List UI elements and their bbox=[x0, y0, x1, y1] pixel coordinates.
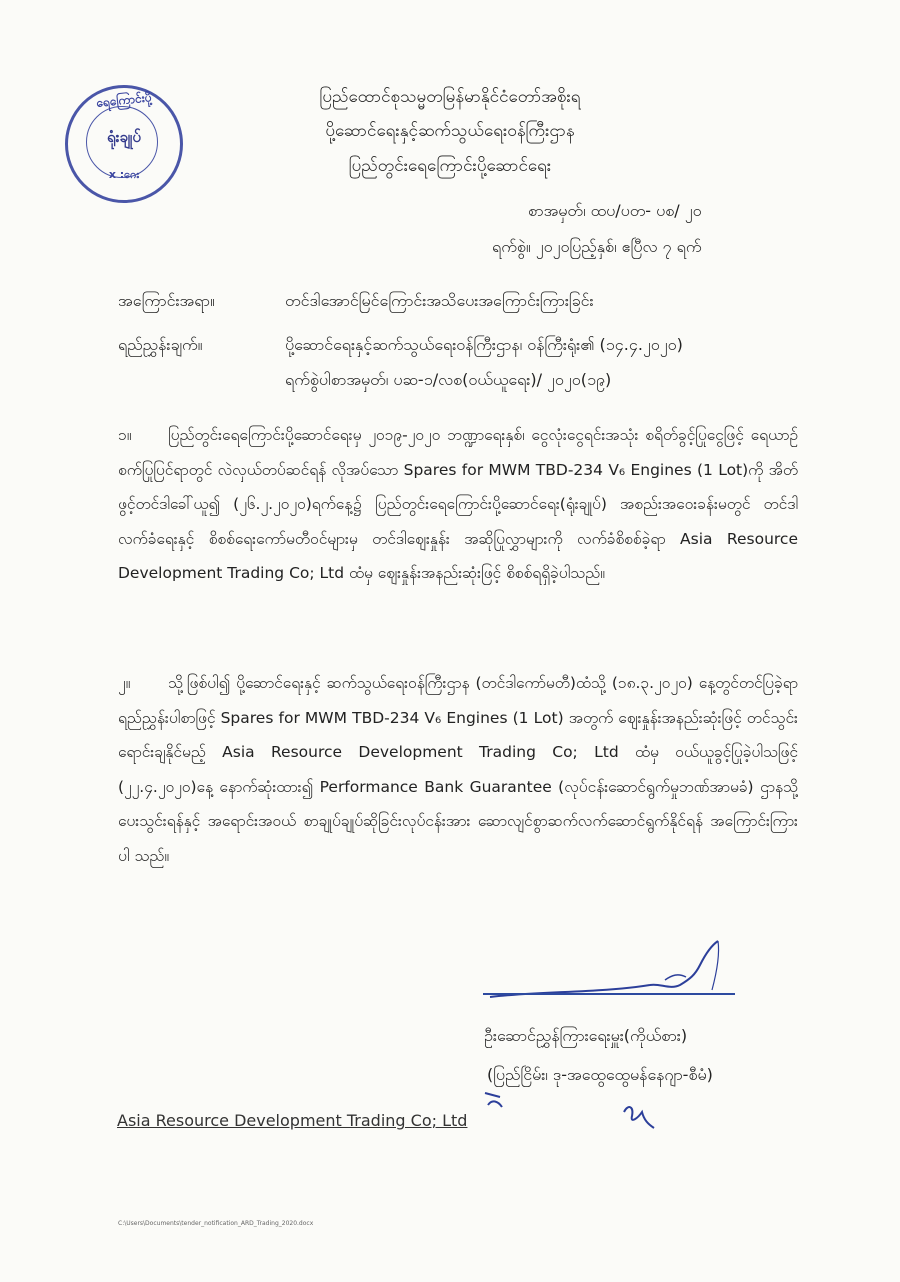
footer-file-path: C:\Users\Documents\tender_notification_ARD_Trading_2020.docx bbox=[118, 1220, 314, 1227]
paragraph-1-text: ပြည်တွင်းရေကြောင်းပို့ဆောင်ရေးမှ ၂၀၁၉-၂၀၂၀ ဘဏ္ဍာရေးနှစ်၊ ငွေလုံးငွေရင်းအသုံး စရိတ်ခွင့်ပြုငွေဖြင့် ရေယာဉ်စက်ပြုပြင်ရာတွင် လဲလှယ်တပ်ဆင်ရန် လိုအပ်သော Spares for MWM TBD-234 V₆ Engines (1 Lot)ကို အိတ်ဖွင့်တင်ဒါခေါ်ယူ၍ (၂၆.၂.၂၀၂၀)ရက်နေ့၌ ပြည်တွင်းရေကြောင်းပို့ဆောင်ရေး(ရုံးချုပ်) အစည်းအဝေးခန်းမတွင် တင်ဒါလက်ခံရေးနှင့် စိစစ်ရေးကော်မတီဝင်များမှ တင်ဒါဈေးနှုန်း အဆိုပြုလွှာများကို လက်ခံစိစစ်ခဲ့ရာ Asia Resource Development Trading Co; Ltd ထံမှ ဈေးနှုန်းအနည်းဆုံးဖြင့် စိစစ်ရရှိခဲ့ပါသည်။ bbox=[118, 426, 798, 582]
paragraph-2-text: သို့ဖြစ်ပါ၍ ပို့ဆောင်ရေးနှင့် ဆက်သွယ်ရေးဝန်ကြီးဌာန (တင်ဒါကော်မတီ)ထံသို့ (၁၈.၃.၂၀၂၀) နေ့တွင်တင်ပြခဲ့ရာရည်ညွှန်းပါစာဖြင့် Spares for MWM TBD-234 V₆ Engines (1 Lot) အတွက် ဈေးနှုန်းအနည်းဆုံးဖြင့် တင်သွင်းရောင်းချနိုင်မည့် Asia Resource Development Trading Co; Ltd ထံမှ ဝယ်ယူခွင့်ပြုခဲ့ပါသဖြင့် (၂၂.၄.၂၀၂၀)နေ့ နောက်ဆုံးထား၍ Performance Bank Guarantee (လုပ်ငန်းဆောင်ရွက်မှုဘဏ်အာမခံ) ဌာနသို့ပေးသွင်းရန်နှင့် အရောင်းအဝယ် စာချုပ်ချုပ်ဆိုခြင်းလုပ်ငန်းအား ဆောလျင်စွာဆက်လက်ဆောင်ရွက်နိုင်ရန် အကြောင်းကြားပါ သည်။ bbox=[118, 674, 798, 865]
paragraph-1-number: ၁။ bbox=[118, 426, 132, 444]
signatory-designation: ဦးဆောင်ညွှန်ကြားရေးမှူး(ကိုယ်စား) bbox=[484, 1026, 688, 1045]
paragraph-2-number: ၂။ bbox=[118, 674, 131, 692]
paragraph-2 bbox=[118, 666, 798, 873]
header-line-2: ပို့ဆောင်ရေးနှင့်ဆက်သွယ်ရေးဝန်ကြီးဌာန bbox=[325, 121, 575, 141]
header-line-3: ပြည်တွင်းရေကြောင်းပို့ဆောင်ရေး bbox=[348, 156, 552, 176]
reference-label: ရည်ညွှန်းချက်။ bbox=[118, 335, 203, 354]
seal-bottom-text: x :ဂေး bbox=[108, 168, 140, 181]
subject-text: တင်ဒါအောင်မြင်ကြောင်းအသိပေးအကြောင်းကြားခြင်း bbox=[285, 291, 594, 310]
signatory-name: (ပြည်ငြိမ်း၊ ဒု-အထွေထွေမန်နေဂျာ-စီမံ) bbox=[487, 1065, 713, 1084]
seal-center-text: ရုံးချုပ် bbox=[107, 128, 141, 146]
header-line-1: ပြည်ထောင်စုသမ္မတမြန်မာနိုင်ငံတော်အစိုးရ bbox=[319, 87, 581, 107]
seal-top-text: ရေကြောင်းပို့ bbox=[95, 90, 153, 110]
initial-mark-left bbox=[480, 1085, 510, 1115]
signature-line bbox=[483, 993, 735, 995]
letter-date: ရက်စွဲ။ ၂၀၂၀ပြည့်နှစ်၊ ဧပြီလ ၇ ရက် bbox=[492, 237, 702, 256]
signature-scribble bbox=[480, 935, 760, 1010]
recipient-company: Asia Resource Development Trading Co; Ltd bbox=[117, 1111, 468, 1130]
initial-mark-right bbox=[618, 1098, 658, 1138]
reference-number: စာအမှတ်၊ ထပ/ပတ- ပစ/ ၂၀ bbox=[528, 201, 702, 220]
reference-line-1: ပို့ဆောင်ရေးနှင့်ဆက်သွယ်ရေးဝန်ကြီးဌာန၊ ဝန်ကြီးရုံး၏ (၁၄.၄.၂၀၂၀) bbox=[285, 335, 683, 354]
subject-label: အကြောင်းအရာ။ bbox=[118, 291, 215, 310]
reference-line-2: ရက်စွဲပါစာအမှတ်၊ ပဆ-၁/လစ(ဝယ်ယူရေး)/ ၂၀၂၀(၁၉) bbox=[285, 370, 612, 389]
paragraph-1 bbox=[118, 418, 798, 591]
